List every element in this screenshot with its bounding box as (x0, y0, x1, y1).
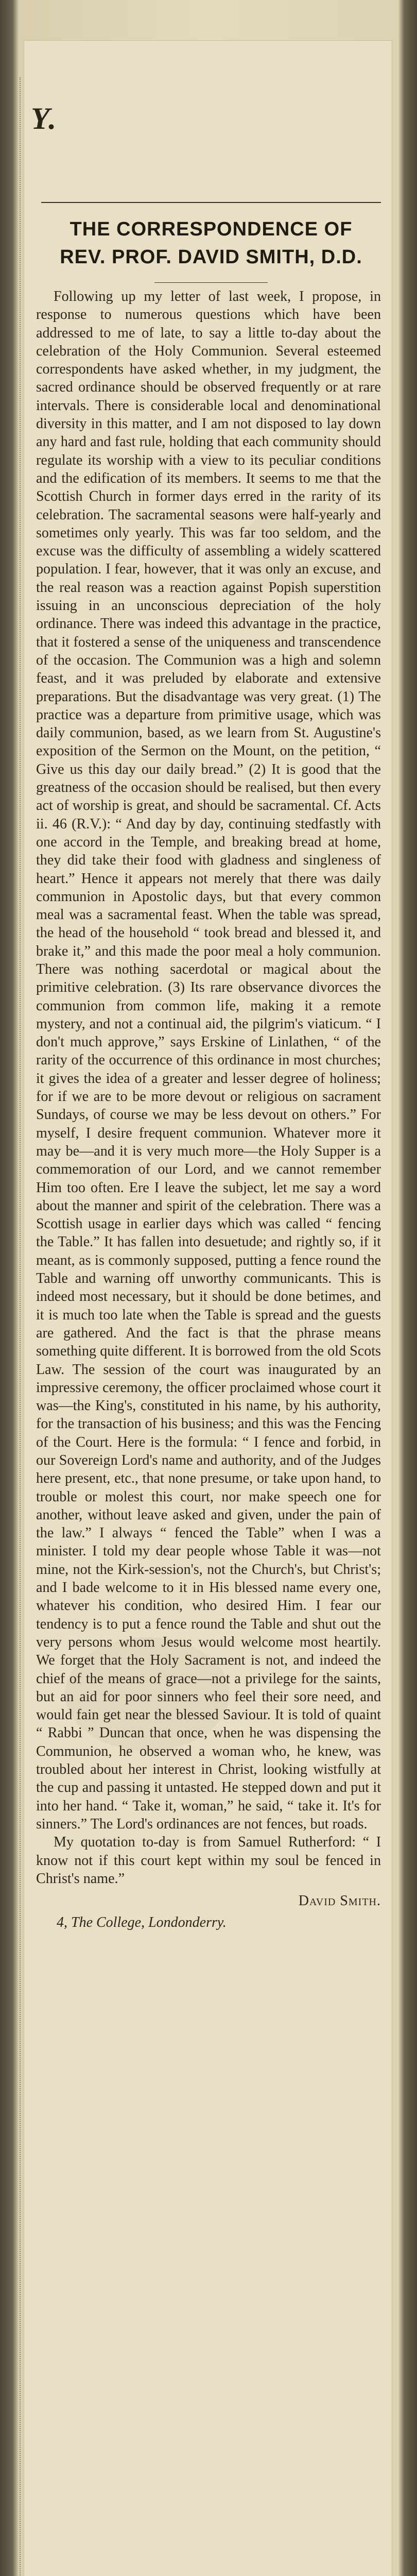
article-heading (36, 215, 386, 271)
heading-rule-top (41, 202, 381, 203)
heading-line-2: REV. PROF. DAVID SMITH, D.D. (60, 246, 362, 268)
closing-paragraph: My quotation to-day is from Samuel Rutherford: “ I know not if this court kept within my soul be fenced in Christ's name.” (36, 1834, 381, 1887)
author-address: 4, The College, Londonderry. (57, 1914, 227, 1930)
perforation-edge (15, 77, 21, 2576)
cut-headline-fragment: Y. (31, 101, 58, 135)
heading-line-1: THE CORRESPONDENCE OF (70, 218, 353, 240)
article-paragraph: Following up my letter of last week, I propose, in response to numerous questions which have been addressed to me of late, to say a little to-day about the celebration of the Holy Communion. Several esteemed correspondents have asked whether, in my judgment, the sacred ordinance should be observed frequently or at rare intervals. There is considerable local and denominational diversity in this matter, and I am not disposed to lay down any hard and fast rule, holding that each community should regulate its worship with a view to its peculiar conditions and the edification of its members. It seems to me that the Scottish Church in former days erred in the rarity of its celebration. The sacramental seasons were half-yearly and sometimes only yearly. This was far too seldom, and the excuse was the difficulty of assembling a widely scattered population. I fear, however, that it was only an excuse, and the real reason was a reaction against Popish superstition issuing in an unconscious depreciation of the holy ordinance. There was indeed this advantage in the practice, that it fostered a sense of the uniqueness and transcendence of the occasion. The Communion was a high and solemn feast, and it was preluded by elaborate and extensive preparations. But the disadvantage was very great. (1) The practice was a departure from primitive usage, which was daily communion, based, as we learn from St. Augustine's exposition of the Sermon on the Mount, on the petition, “ Give us this day our daily bread.” (2) It is good that the greatness of the occasion should be realised, but then every act of worship is great, and should be sacramental. Cf. Acts ii. 46 (R.V.): “ And day by day, continuing stedfastly with one accord in the Temple, and breaking bread at home, they did take their food with gladness and singleness of heart.” Hence it appears not merely that there was daily communion in Apostolic days, but that every common meal was a sacramental feast. When the table was spread, the head of the household “ took bread and blessed it, and brake it,” and this made the poor meal a holy communion. There was nothing sacerdotal or magical about the primitive celebration. (3) Its rare observance divorces the communion from common life, making it a remote mystery, and not a continual aid, the pilgrim's viaticum. “ I don't much approve,” says Erskine of Linlathen, “ of the rarity of the occurrence of this ordinance in most churches; it gives the idea of a greater and lesser degree of holiness; for if we are to be more devout or religious on sacrament Sundays, of course we may be less devout on others.” For myself, I desire frequent communion. Whatever more it may be—and it is very much more—the Holy Supper is a commemoration of our Lord, and we cannot remember Him too often. Ere I leave the subject, let me say a word about the manner and spirit of the celebration. There was a Scottish usage in earlier days which was called “ fencing the Table.” It has fallen into desuetude; and rightly so, if it meant, as is commonly supposed, putting a fence round the Table and warning off unworthy communicants. This is indeed most necessary, but it should be done betimes, and it is much too late when the Table is spread and the guests are gathered. And the fact is that the phrase means something quite different. It is borrowed from the old Scots Law. The session of the court was inaugurated by an impressive ceremony, the officer proclaimed whose court it was—the King's, constituted in his name, by his authority, for the transaction of his business; and this was the Fencing of the Court. Here is the formula: “ I fence and forbid, in our Sovereign Lord's name and authority, and of the Judges here present, etc., that none presume, or take upon hand, to trouble or molest this court, nor make speech one for another, without leave asked and given, under the pain of the law.” I always “ fenced the Table” when I was a minister. I told my dear people whose Table it was—not mine, not the Kirk-session's, not the Church's, but Christ's; and I bade welcome to it in His blessed name every one, whatever his condition, who desired Him. I fear our tendency is to put a fence round the Table and shut out the very persons whom Jesus would welcome most heartily. We forget that the Holy Sacrament is not, and indeed the chief of the means of grace—not a privilege for the saints, but an aid for poor sinners who feel their sore need, and would fain get near the blessed Saviour. It is told of quaint “ Rabbi ” Duncan that once, when he was dispensing the Communion, he observed a woman who, he knew, was troubled about her interest in Christ, looking wistfully at the cup and passing it untasted. He stepped down and put it into her hand. “ Take it, woman,” he said, “ take it. It's for sinners.” The Lord's ordinances are not fences, but roads. (36, 289, 381, 1832)
author-signature: David Smith. (298, 1893, 381, 1909)
heading-rule-bottom (154, 282, 268, 283)
article-body (36, 287, 381, 1888)
